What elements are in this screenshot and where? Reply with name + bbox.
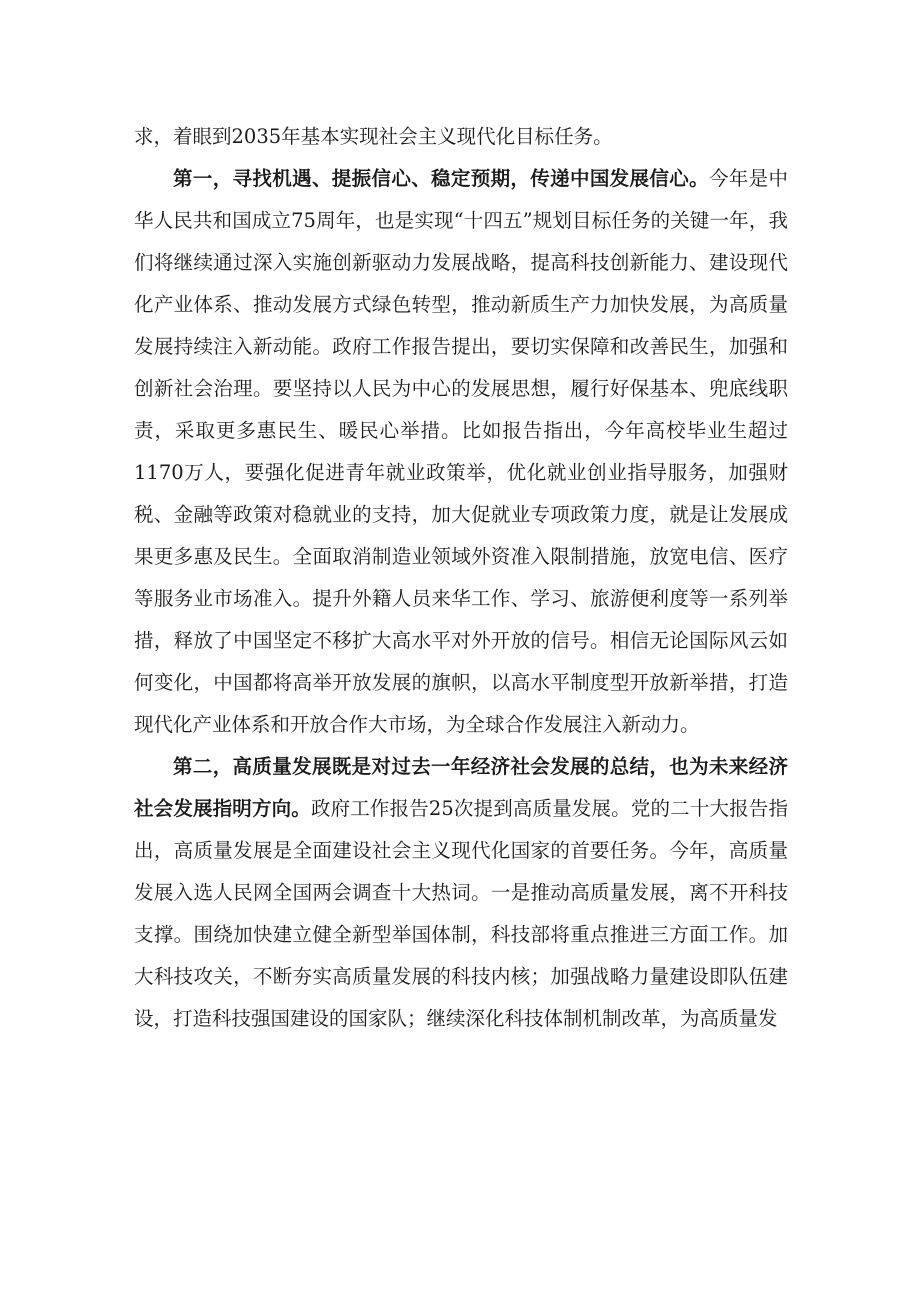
first-point-heading: 第一，寻找机遇、提振信心、稳定预期，传递中国发展信心。	[173, 167, 709, 190]
paragraph-continuation: 求，着眼到2035年基本实现社会主义现代化目标任务。	[134, 125, 613, 148]
document-body	[134, 116, 788, 1040]
second-point-heading: 第二，高质量发展既是对过去一年经济社会发展的总结，也为未来经济社会发展指明方向。	[134, 755, 788, 820]
paragraph-second-point	[134, 746, 788, 1040]
second-point-body: 政府工作报告25次提到高质量发展。党的二十大报告指出，高质量发展是全面建设社会主义现代化国家的首要任务。今年，高质量发展入选人民网全国两会调查十大热词。一是推动高质量发展，离不开科技支撑。围绕加快建立健全新型举国体制，科技部将重点推进三方面工作。加大科技攻关，不断夯实高质量发展的科技内核；加强战略力量建设即队伍建设，打造科技强国建设的国家队；继续深化科技体制机制改革，为高质量发	[134, 797, 788, 1030]
first-point-body: 今年是中华人民共和国成立75周年，也是实现“十四五”规划目标任务的关键一年，我们将继续通过深入实施创新驱动力发展战略，提高科技创新能力、建设现代化产业体系、推动发展方式绿色转型，推动新质生产力加快发展，为高质量发展持续注入新动能。政府工作报告提出，要切实保障和改善民生，加强和创新社会治理。要坚持以人民为中心的发展思想，履行好保基本、兜底线职责，采取更多惠民生、暖民心举措。比如报告指出，今年高校毕业生超过1170万人，要强化促进青年就业政策举，优化就业创业指导服务，加强财税、金融等政策对稳就业的支持，加大促就业专项政策力度，就是让发展成果更多惠及民生。全面取消制造业领域外资准入限制措施，放宽电信、医疗等服务业市场准入。提升外籍人员来华工作、学习、旅游便利度等一系列举措，释放了中国坚定不移扩大高水平对外开放的信号。相信无论国际风云如何变化，中国都将高举开放发展的旗帜，以高水平制度型开放新举措，打造现代化产业体系和开放合作大市场，为全球合作发展注入新动力。	[134, 167, 788, 736]
paragraph-first-point	[134, 158, 788, 746]
